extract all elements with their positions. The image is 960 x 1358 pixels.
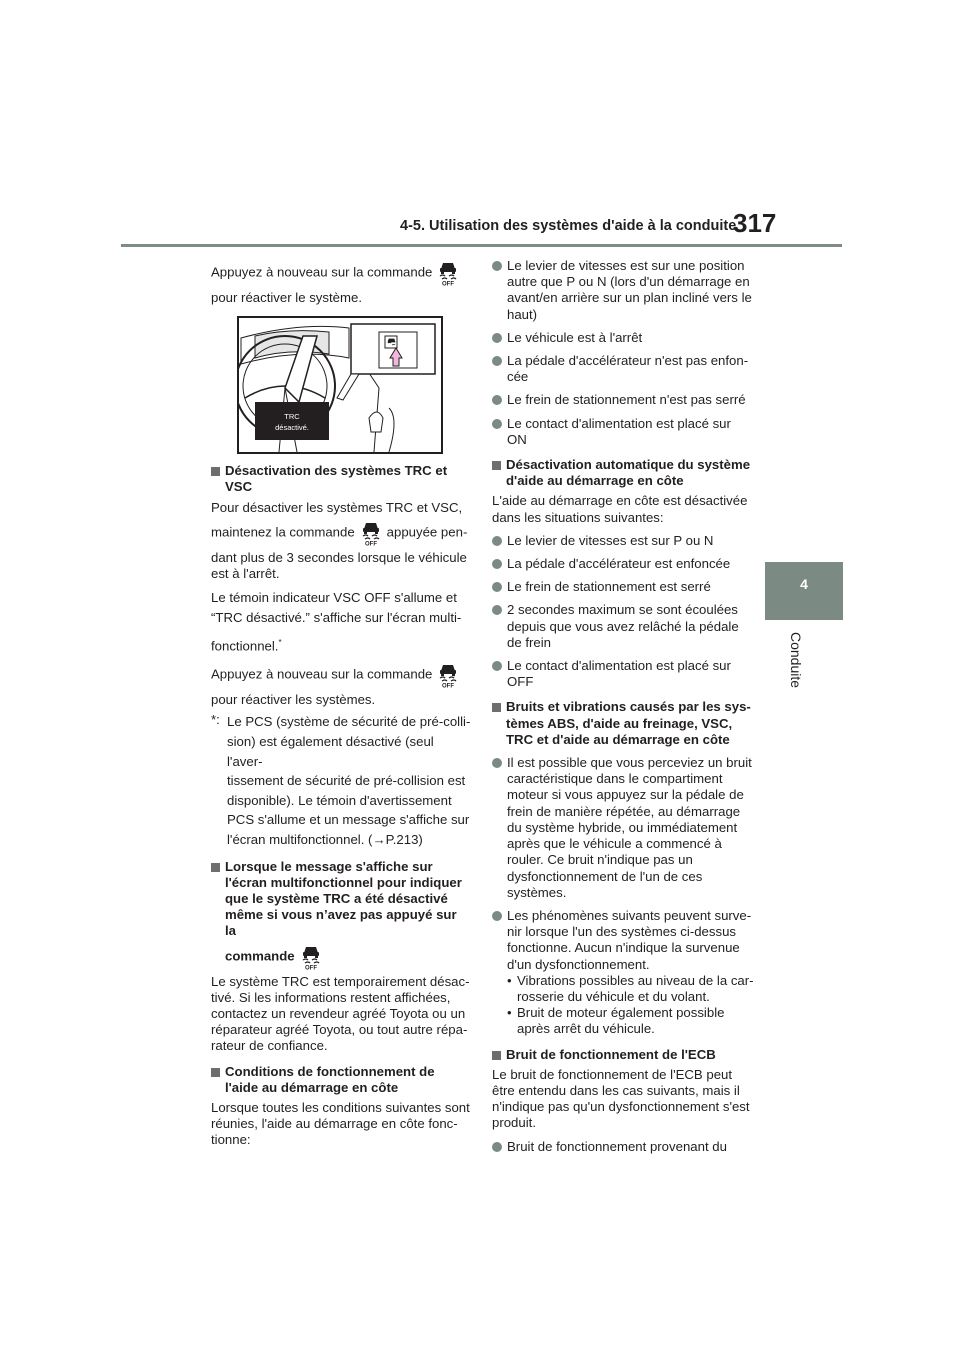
heading-end: [225, 944, 471, 970]
text: Le frein de stationnement est serré: [507, 579, 711, 595]
text: Il est possible que vous perceviez un bruit caractéristique dans le compartiment moteur si vous appuyez sur la pédale de frein de manière répétée, au démarrage du système hybride, ou immédiatement après que le véhicule a commencé à rouler. Ce bruit n'indique pas un dysfonctionnement de l'un de ces systèmes.: [507, 755, 752, 900]
text: La pédale d'accélérateur n'est pas enfon-cée: [507, 353, 749, 385]
sub-item: [507, 973, 754, 1005]
dashboard-illustration: [237, 316, 443, 454]
text: Le levier de vitesses est sur P ou N: [507, 532, 714, 548]
text: Le contact d'alimentation est placé sur OFF: [507, 658, 731, 690]
footnote: [211, 712, 471, 849]
list-item: [492, 1139, 754, 1155]
paragraph: Le témoin indicateur VSC OFF s'allume et: [211, 590, 457, 606]
bullet-dot: [492, 333, 502, 343]
text: Le véhicule est à l'arrêt: [507, 329, 643, 345]
list-item: [492, 658, 754, 690]
screen-line-2: désactivé.: [275, 423, 309, 433]
footnote-line: disponible). Le témoin d'avertissement: [227, 792, 452, 808]
chapter-label: [788, 632, 804, 692]
screen-line-1: TRC: [284, 412, 300, 422]
bullet-dot: [492, 419, 502, 429]
bullet-dot: [492, 661, 502, 671]
trc-off-icon: [436, 260, 460, 286]
text: fonctionnel.: [211, 638, 279, 654]
heading-text: Désactivation automatique du système d'aide au démarrage en côte: [506, 457, 751, 489]
paragraph: Lorsque toutes les conditions suivantes sont réunies, l'aide au démarrage en côte fonc-tionne:: [211, 1100, 470, 1148]
list-item: [492, 330, 754, 346]
bullet-dot: [492, 758, 502, 768]
heading-marker: [211, 1068, 220, 1077]
paragraph: [211, 662, 471, 688]
bullet-dot: [492, 356, 502, 366]
bullet-dot: [492, 911, 502, 921]
text: maintenez la commande: [211, 524, 355, 540]
bullet-dot: [492, 261, 502, 271]
footnote-line: sion) est également désactivé (seul l'aver-: [227, 734, 434, 769]
chapter-number: 4: [800, 576, 808, 592]
heading-marker: [211, 863, 220, 872]
paragraph: Le bruit de fonctionnement de l'ECB peut être entendu dans les cas suivants, mais il n'indique pas qu'un dysfonctionnement s'est produit.: [492, 1066, 750, 1131]
text: La pédale d'accélérateur est enfoncée: [507, 556, 731, 572]
heading-marker: [492, 703, 501, 712]
paragraph: Pour désactiver les systèmes TRC et VSC,: [211, 499, 463, 515]
footnote-line: Le PCS (système de sécurité de pré-colli-: [227, 714, 471, 730]
text: Bruit de fonctionnement provenant du: [507, 1138, 727, 1154]
reactivate-line: [211, 260, 471, 286]
trc-off-icon: [299, 944, 323, 970]
paragraph: [211, 635, 471, 655]
list-item: [492, 556, 754, 572]
footnote-mark: *:: [211, 712, 220, 728]
bullet-dot: [492, 582, 502, 592]
list-item: [492, 602, 754, 651]
dash-mark: •: [507, 1005, 512, 1021]
heading-noise-vibration: [492, 699, 754, 748]
heading-text: Désactivation des systèmes TRC et VSC: [225, 463, 448, 495]
text: Appuyez à nouveau sur la commande: [211, 666, 433, 682]
text: 2 secondes maximum se sont écoulées depuis que vous avez relâché la pédale de frein: [507, 602, 739, 650]
section-title: 4-5. Utilisation des systèmes d'aide à la conduite: [400, 218, 737, 234]
heading-marker: [492, 461, 501, 470]
dashboard-drawing: [239, 318, 441, 452]
bullet-dot: [492, 395, 502, 405]
paragraph: L'aide au démarrage en côte est désactivée dans les situations suivantes:: [492, 493, 748, 525]
paragraph: [211, 520, 471, 546]
reactivate-line-2: pour réactiver le système.: [211, 290, 362, 305]
page-number: 317: [733, 208, 777, 238]
heading-marker: [211, 467, 220, 476]
text: Le contact d'alimentation est placé sur ON: [507, 415, 731, 447]
heading-ecb-noise: [492, 1047, 754, 1063]
list-item: [492, 392, 754, 408]
dash-mark: •: [507, 972, 512, 988]
heading-trc-vsc-off: [211, 463, 471, 495]
list-item: [492, 579, 754, 595]
text: Vibrations possibles au niveau de la car-rosserie du véhicule et du volant.: [517, 972, 754, 1004]
bullet-dot: [492, 536, 502, 546]
paragraph: dant plus de 3 secondes lorsque le véhicule est à l'arrêt.: [211, 549, 467, 582]
paragraph: pour réactiver les systèmes.: [211, 692, 376, 708]
chapter-tab[interactable]: [765, 562, 843, 620]
list-item: [492, 258, 754, 323]
list-item: [492, 908, 754, 973]
heading-text: Bruit de fonctionnement de l'ECB: [506, 1046, 716, 1062]
sub-item: [507, 1005, 754, 1037]
text: Appuyez à nouveau sur la commande: [211, 264, 433, 280]
list-item: [492, 353, 754, 385]
bullet-dot: [492, 559, 502, 569]
paragraph: “TRC désactivé.” s'affiche sur l'écran multi-: [211, 610, 462, 626]
list-item: [492, 533, 754, 549]
heading-trc-message: [211, 859, 471, 940]
bullet-dot: [492, 605, 502, 615]
footnote-line[interactable]: l'écran multifonctionnel. (→P.213): [227, 831, 423, 847]
footnote-line: tissement de sécurité de pré-collision est: [227, 773, 466, 789]
heading-marker: [492, 1051, 501, 1060]
trc-off-icon: [359, 520, 383, 546]
text: Le levier de vitesses est sur une position autre que P ou N (lors d'un démarrage en avant/en arrière sur un plan incliné vers le haut): [507, 258, 752, 322]
heading-text: Bruits et vibrations causés par les sys-tèmes ABS, d'aide au freinage, VSC, TRC et d'aide au démarrage en côte: [506, 699, 751, 747]
text: Les phénomènes suivants peuvent surve-nir lorsque l'un des systèmes ci-dessus fonctionne. Aucun n'indique la survenue d'un dysfonctionnement.: [507, 907, 752, 972]
trc-off-icon: [436, 662, 460, 688]
left-column: [211, 260, 471, 1149]
text: Bruit de moteur également possible après arrêt du véhicule.: [517, 1005, 725, 1037]
paragraph: Le système TRC est temporairement désac-tivé. Si les informations restent affichées, contactez un revendeur agréé Toyota ou un réparateur agréé Toyota, ou tout autre répa-rateur de confiance.: [211, 973, 470, 1054]
footnote-line: PCS s'allume et un message s'affiche sur: [227, 812, 470, 828]
list-item: [492, 755, 754, 901]
text: commande: [225, 948, 295, 964]
list-item: [492, 416, 754, 448]
bullet-dot: [492, 1142, 502, 1152]
right-column: [492, 258, 754, 1155]
heading-hill-start-conditions: [211, 1064, 471, 1096]
chapter-label-text: Conduite: [788, 632, 804, 689]
text: Le frein de stationnement n'est pas serré: [507, 392, 746, 408]
heading-text: Conditions de fonctionnement de l'aide au démarrage en côte: [225, 1063, 435, 1095]
heading-text: Lorsque le message s'affiche sur l'écran multifonctionnel pour indiquer que le système TRC a été désactivé même si vous n’avez pas appuyé sur la: [225, 858, 462, 939]
footnote-ref[interactable]: *: [278, 637, 282, 647]
text: appuyée pen-: [386, 524, 468, 540]
header-rule: [121, 244, 842, 247]
heading-auto-deactivation: [492, 457, 754, 489]
